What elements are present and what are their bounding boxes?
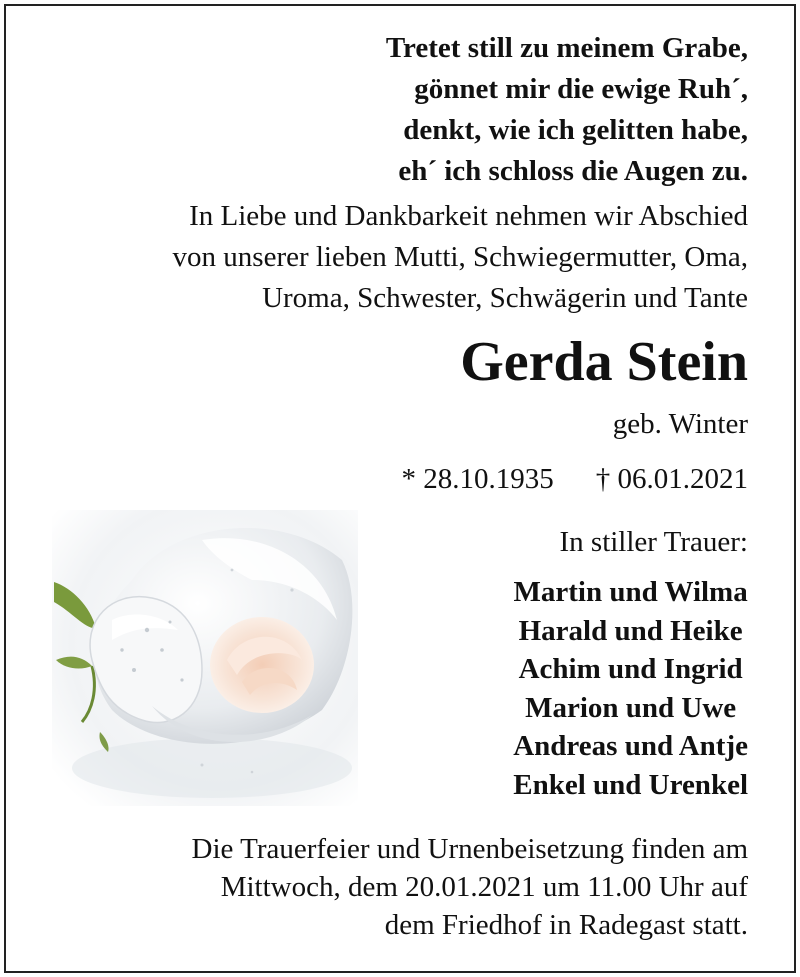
funeral-info bbox=[192, 830, 748, 944]
farewell-text bbox=[173, 196, 748, 319]
poem-line: eh´ ich schloss die Augen zu. bbox=[398, 155, 748, 187]
mourner: Harald und Heike bbox=[518, 614, 743, 647]
mourner: Achim und Ingrid bbox=[518, 653, 743, 685]
life-dates bbox=[402, 459, 749, 499]
birth-name: geb. Winter bbox=[612, 408, 748, 440]
farewell-line: In Liebe und Dankbarkeit nehmen wir Abschied bbox=[189, 200, 748, 232]
poem-line: denkt, wie ich gelitten habe, bbox=[403, 114, 748, 146]
poem bbox=[386, 28, 748, 192]
mourner: Marion und Uwe bbox=[525, 691, 737, 724]
poem-line: gönnet mir die ewige Ruh´, bbox=[414, 73, 748, 105]
white-rose-icon bbox=[52, 510, 358, 806]
mourner: Enkel und Urenkel bbox=[513, 768, 748, 801]
mourner: Andreas und Antje bbox=[513, 730, 748, 762]
funeral-line: dem Friedhof in Radegast statt. bbox=[384, 909, 748, 941]
funeral-line: Die Trauerfeier und Urnenbeisetzung finden am bbox=[191, 833, 748, 865]
funeral-line: Mittwoch, dem 20.01.2021 um 11.00 Uhr auf bbox=[220, 871, 748, 903]
mourners-list bbox=[513, 573, 748, 804]
birth-date: * 28.10.1935 bbox=[401, 463, 554, 495]
mourner: Martin und Wilma bbox=[513, 576, 748, 608]
mourning-label: In stiller Trauer: bbox=[559, 526, 748, 558]
poem-line: Tretet still zu meinem Grabe, bbox=[385, 32, 748, 64]
farewell-line: von unserer lieben Mutti, Schwiegermutter, Oma, bbox=[172, 241, 748, 273]
deceased-name: Gerda Stein bbox=[460, 331, 748, 393]
death-date: † 06.01.2021 bbox=[595, 463, 748, 495]
farewell-line: Uroma, Schwester, Schwägerin und Tante bbox=[262, 282, 748, 314]
